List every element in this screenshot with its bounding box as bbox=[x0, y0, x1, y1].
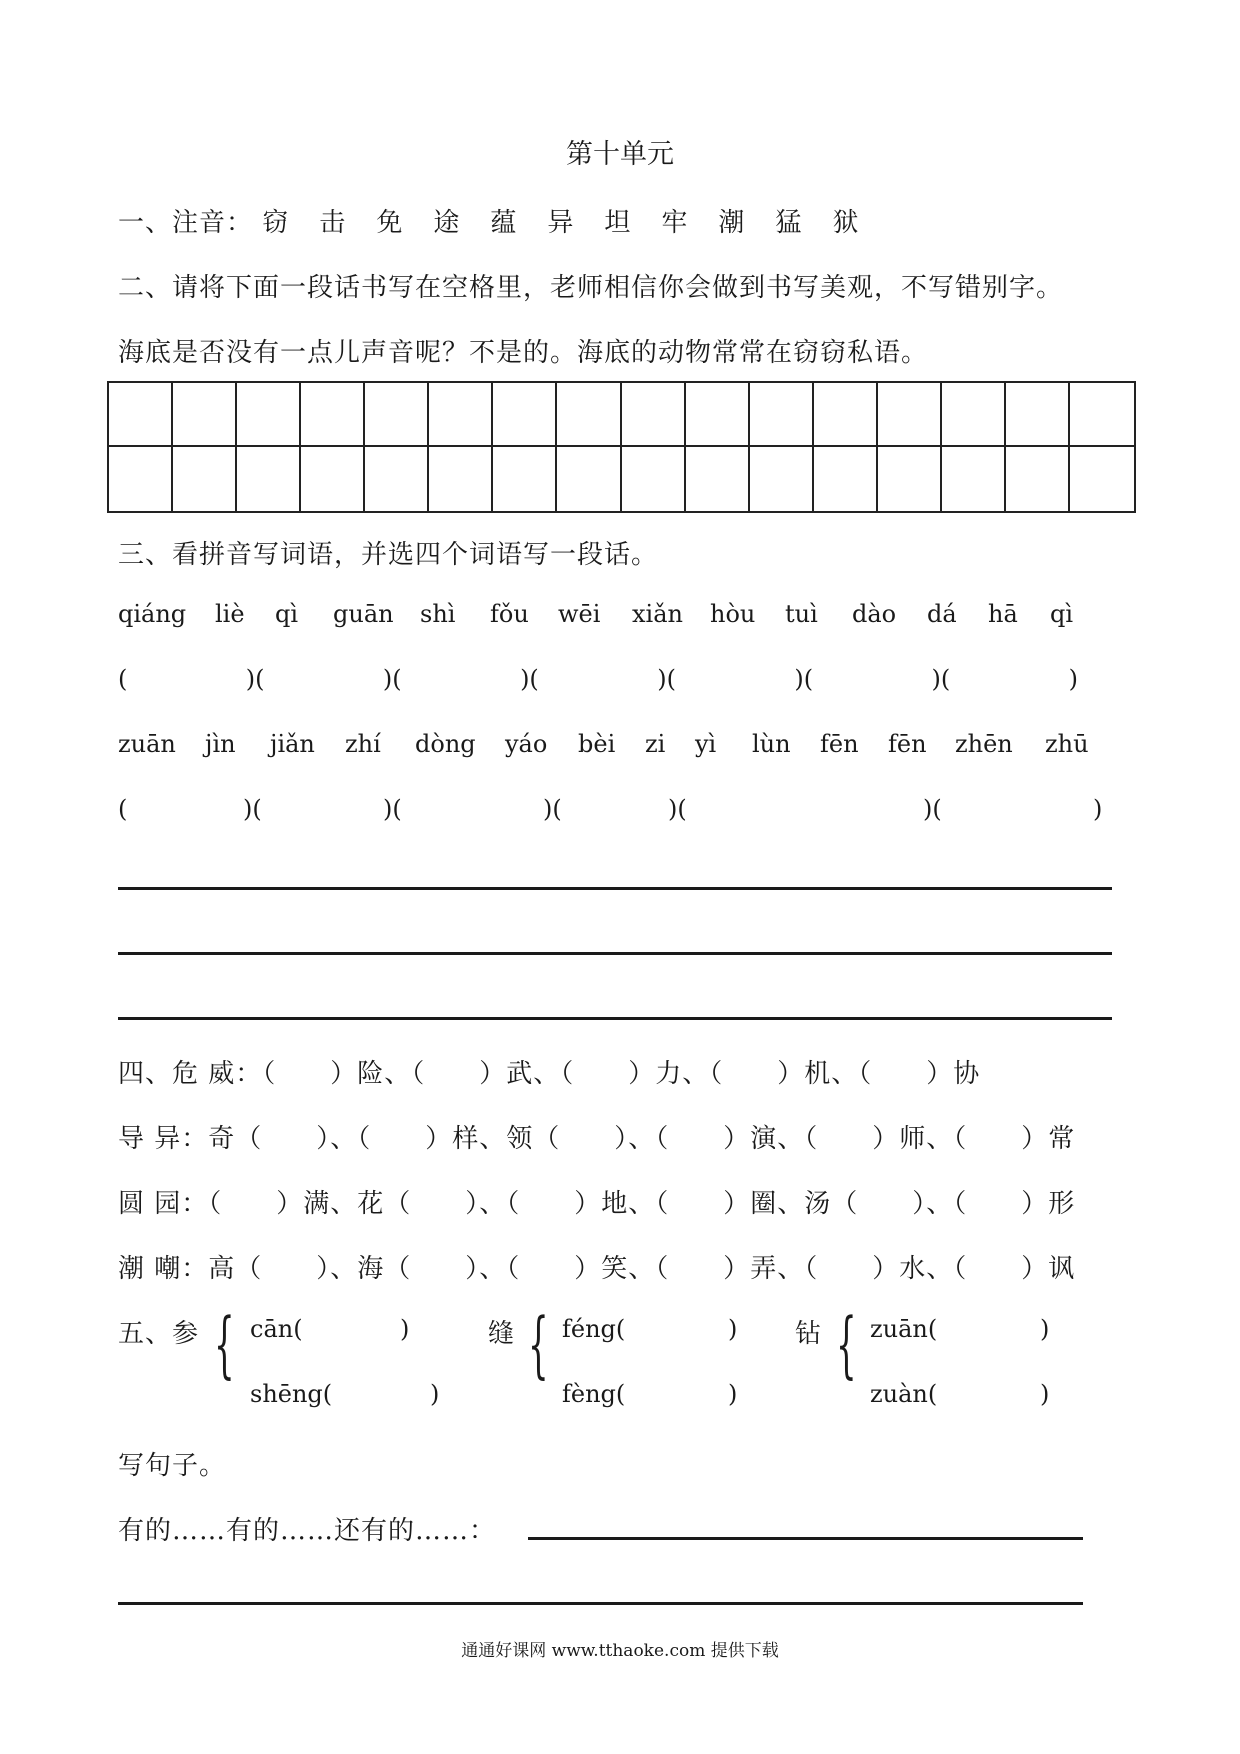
pinyin-syllable: shì bbox=[420, 600, 456, 628]
section-5-label: 五、参 bbox=[118, 1319, 200, 1349]
pinyin-syllable: fēn bbox=[888, 730, 927, 758]
footer: 通通好课网 www.tthaoke.com 提供下载 bbox=[461, 1641, 779, 1661]
close-paren: ) bbox=[1040, 1380, 1050, 1408]
row-label: 潮 嘲： bbox=[118, 1254, 209, 1284]
grid-cell[interactable] bbox=[493, 447, 557, 511]
writing-line[interactable] bbox=[118, 952, 1112, 955]
grid-cell[interactable] bbox=[365, 383, 429, 447]
pinyin-syllable: zhēn bbox=[955, 730, 1013, 758]
pinyin-syllable: xiǎn bbox=[632, 600, 683, 628]
section-4-row bbox=[118, 1118, 1075, 1155]
grid-cell[interactable] bbox=[814, 447, 878, 511]
grid-cell[interactable] bbox=[686, 447, 750, 511]
pinyin-syllable: jìn bbox=[205, 730, 236, 758]
char: 异 bbox=[547, 208, 575, 238]
close-paren: ) bbox=[400, 1315, 410, 1343]
polyphone-char: 钻 bbox=[795, 1319, 823, 1349]
grid-cell[interactable] bbox=[301, 447, 365, 511]
grid-cell[interactable] bbox=[622, 383, 686, 447]
char: 免 bbox=[376, 208, 404, 238]
row-text: 高（ ）、海（ ）、（ ）笑、（ ）弄、（ ）水、（ ）讽 bbox=[208, 1254, 1076, 1284]
pinyin-syllable: dào bbox=[852, 600, 897, 628]
row-label: 圆 园： bbox=[118, 1189, 209, 1219]
grid-cell[interactable] bbox=[1006, 383, 1070, 447]
grid-cell[interactable] bbox=[109, 383, 173, 447]
polyphone-reading: zuān( bbox=[870, 1315, 938, 1343]
writing-line[interactable] bbox=[118, 887, 1112, 890]
grid-cell[interactable] bbox=[557, 447, 621, 511]
polyphone-reading: fèng( bbox=[562, 1380, 626, 1408]
close-paren: ) bbox=[728, 1315, 738, 1343]
pinyin-syllable: hòu bbox=[710, 600, 756, 628]
pinyin-syllable: qiáng bbox=[118, 600, 187, 628]
pinyin-syllable: guān bbox=[333, 600, 394, 628]
pinyin-syllable: wēi bbox=[558, 600, 601, 628]
section-3-label: 三、看拼音写词语，并选四个词语写一段话。 bbox=[118, 540, 659, 570]
polyphone-reading: cān( bbox=[250, 1315, 303, 1343]
answer-parens-row-1[interactable]: ( )( )( )( )( )( )( ) bbox=[118, 665, 1078, 693]
grid-cell[interactable] bbox=[237, 447, 301, 511]
brace-icon: { bbox=[528, 1302, 549, 1386]
grid-cell[interactable] bbox=[750, 447, 814, 511]
pinyin-syllable: dá bbox=[927, 600, 957, 628]
pinyin-syllable: jiǎn bbox=[270, 730, 315, 758]
pinyin-syllable: qì bbox=[1050, 600, 1074, 628]
grid-cell[interactable] bbox=[622, 447, 686, 511]
row-text: （ ）满、花（ ）、（ ）地、（ ）圈、汤（ ）、（ ）形 bbox=[208, 1189, 1076, 1219]
close-paren: ) bbox=[1040, 1315, 1050, 1343]
polyphone-reading: féng( bbox=[562, 1315, 626, 1343]
pinyin-syllable: fǒu bbox=[490, 600, 529, 628]
close-paren: ) bbox=[430, 1380, 440, 1408]
section-2-passage: 海底是否没有一点儿声音呢？不是的。海底的动物常常在窃窃私语。 bbox=[118, 338, 929, 368]
grid-cell[interactable] bbox=[237, 383, 301, 447]
page-title: 第十单元 bbox=[566, 139, 674, 170]
pinyin-syllable: qì bbox=[275, 600, 299, 628]
row-label: 四、危 威： bbox=[118, 1059, 263, 1089]
row-text: （ ）险、（ ）武、（ ）力、（ ）机、（ ）协 bbox=[262, 1059, 981, 1089]
pinyin-syllable: hā bbox=[988, 600, 1018, 628]
pinyin-syllable: yáo bbox=[505, 730, 548, 758]
grid-cell[interactable] bbox=[686, 383, 750, 447]
section-1-chars bbox=[253, 208, 889, 238]
char: 猛 bbox=[775, 208, 803, 238]
char: 狱 bbox=[832, 208, 860, 238]
close-paren: ) bbox=[728, 1380, 738, 1408]
grid-cell[interactable] bbox=[878, 447, 942, 511]
pinyin-syllable: zhū bbox=[1045, 730, 1089, 758]
brace-icon: { bbox=[836, 1302, 857, 1386]
grid-cell[interactable] bbox=[1006, 447, 1070, 511]
grid-cell[interactable] bbox=[942, 447, 1006, 511]
char: 潮 bbox=[718, 208, 746, 238]
writing-line[interactable] bbox=[528, 1537, 1083, 1540]
grid-cell[interactable] bbox=[109, 447, 173, 511]
char: 牢 bbox=[661, 208, 689, 238]
polyphone-reading: shēng( bbox=[250, 1380, 333, 1408]
grid-cell[interactable] bbox=[493, 383, 557, 447]
pinyin-syllable: zuān bbox=[118, 730, 176, 758]
section-2-label: 二、请将下面一段话书写在空格里，老师相信你会做到书写美观，不写错别字。 bbox=[118, 273, 1064, 303]
grid-cell[interactable] bbox=[878, 383, 942, 447]
section-4-row bbox=[118, 1248, 1075, 1285]
pinyin-syllable: lùn bbox=[752, 730, 791, 758]
section-1-label: 一、注音： bbox=[118, 208, 254, 238]
section-4-row bbox=[118, 1183, 1075, 1220]
grid-cell[interactable] bbox=[942, 383, 1006, 447]
pinyin-syllable: tuì bbox=[785, 600, 818, 628]
char: 途 bbox=[433, 208, 461, 238]
sentence-prompt: 有的……有的……还有的……： bbox=[118, 1516, 497, 1546]
grid-cell[interactable] bbox=[365, 447, 429, 511]
section-6-label: 写句子。 bbox=[118, 1451, 227, 1481]
pinyin-syllable: dòng bbox=[415, 730, 476, 758]
polyphone-char: 缝 bbox=[488, 1319, 516, 1349]
section-1 bbox=[118, 202, 889, 239]
char: 窃 bbox=[262, 208, 290, 238]
brace-icon: { bbox=[214, 1302, 235, 1386]
pinyin-syllable: fēn bbox=[820, 730, 859, 758]
polyphone-reading: zuàn( bbox=[870, 1380, 938, 1408]
pinyin-syllable: zi bbox=[645, 730, 666, 758]
writing-line[interactable] bbox=[118, 1017, 1112, 1020]
pinyin-syllable: liè bbox=[215, 600, 245, 628]
grid-cell[interactable] bbox=[1070, 447, 1134, 511]
writing-grid[interactable] bbox=[107, 381, 1136, 513]
grid-cell[interactable] bbox=[173, 383, 237, 447]
pinyin-syllable: zhí bbox=[345, 730, 381, 758]
grid-cell[interactable] bbox=[814, 383, 878, 447]
grid-cell[interactable] bbox=[173, 447, 237, 511]
pinyin-syllable: yì bbox=[695, 730, 717, 758]
char: 蕴 bbox=[490, 208, 518, 238]
row-text: 奇（ ）、（ ）样、领（ ）、（ ）演、（ ）师、（ ）常 bbox=[208, 1124, 1076, 1154]
grid-cell[interactable] bbox=[429, 447, 493, 511]
writing-line[interactable] bbox=[118, 1602, 1083, 1605]
grid-cell[interactable] bbox=[750, 383, 814, 447]
char: 击 bbox=[319, 208, 347, 238]
grid-cell[interactable] bbox=[301, 383, 365, 447]
pinyin-syllable: bèi bbox=[578, 730, 616, 758]
grid-cell[interactable] bbox=[1070, 383, 1134, 447]
section-4-row bbox=[118, 1053, 980, 1090]
grid-cell[interactable] bbox=[429, 383, 493, 447]
row-label: 导 异： bbox=[118, 1124, 209, 1154]
char: 坦 bbox=[604, 208, 632, 238]
grid-cell[interactable] bbox=[557, 383, 621, 447]
